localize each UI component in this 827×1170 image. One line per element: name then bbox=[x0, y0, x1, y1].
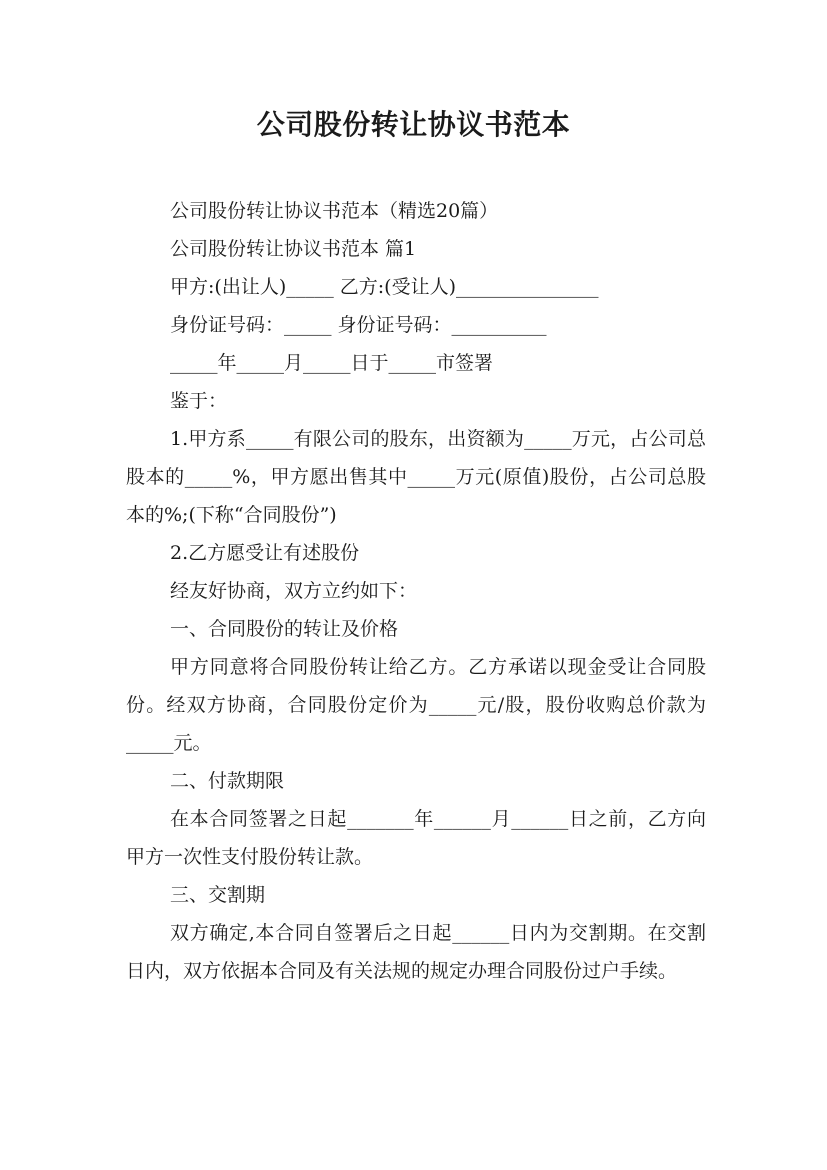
paragraph-delivery-period: 双方确定,本合同自签署后之日起______日内为交割期。在交割日内，双方依据本合同及有关法规的规定办理合同股份过户手续。 bbox=[126, 922, 706, 982]
paragraph-payment-term: 在本合同签署之日起_______年______月______日之前，乙方向甲方一次性支付股份转让款。 bbox=[126, 808, 706, 868]
paragraph-section-heading: 公司股份转让协议书范本 篇1 bbox=[170, 238, 417, 260]
paragraph-parties: 甲方:(出让人)_____ 乙方:(受让人)_______________ bbox=[170, 276, 599, 298]
paragraph-subtitle: 公司股份转让协议书范本（精选20篇） bbox=[170, 200, 499, 222]
document-title: 公司股份转让协议书范本 bbox=[256, 108, 571, 141]
paragraph-clause-1: 1.甲方系_____有限公司的股东，出资额为_____万元，占公司总股本的_____%，甲方愿出售其中_____万元(原值)股份，占公司总股本的%;(下称“合同股份”) bbox=[126, 428, 706, 526]
heading-transfer-and-price: 一、合同股份的转让及价格 bbox=[170, 618, 399, 640]
paragraph-signing-date: _____年_____月_____日于_____市签署 bbox=[170, 352, 494, 374]
paragraph-agreement-intro: 经友好协商，双方立约如下： bbox=[170, 580, 418, 602]
paragraph-transfer-and-price: 甲方同意将合同股份转让给乙方。乙方承诺以现金受让合同股份。经双方协商，合同股份定价为_____元/股，股份收购总价款为_____元。 bbox=[126, 656, 706, 754]
heading-payment-term: 二、付款期限 bbox=[170, 770, 285, 792]
document-body bbox=[126, 192, 706, 990]
paragraph-clause-2: 2.乙方愿受让有述股份 bbox=[170, 542, 360, 564]
heading-delivery-period: 三、交割期 bbox=[170, 884, 266, 906]
paragraph-id-numbers: 身份证号码：_____ 身份证号码：__________ bbox=[170, 314, 547, 336]
paragraph-whereas: 鉴于： bbox=[170, 390, 228, 412]
